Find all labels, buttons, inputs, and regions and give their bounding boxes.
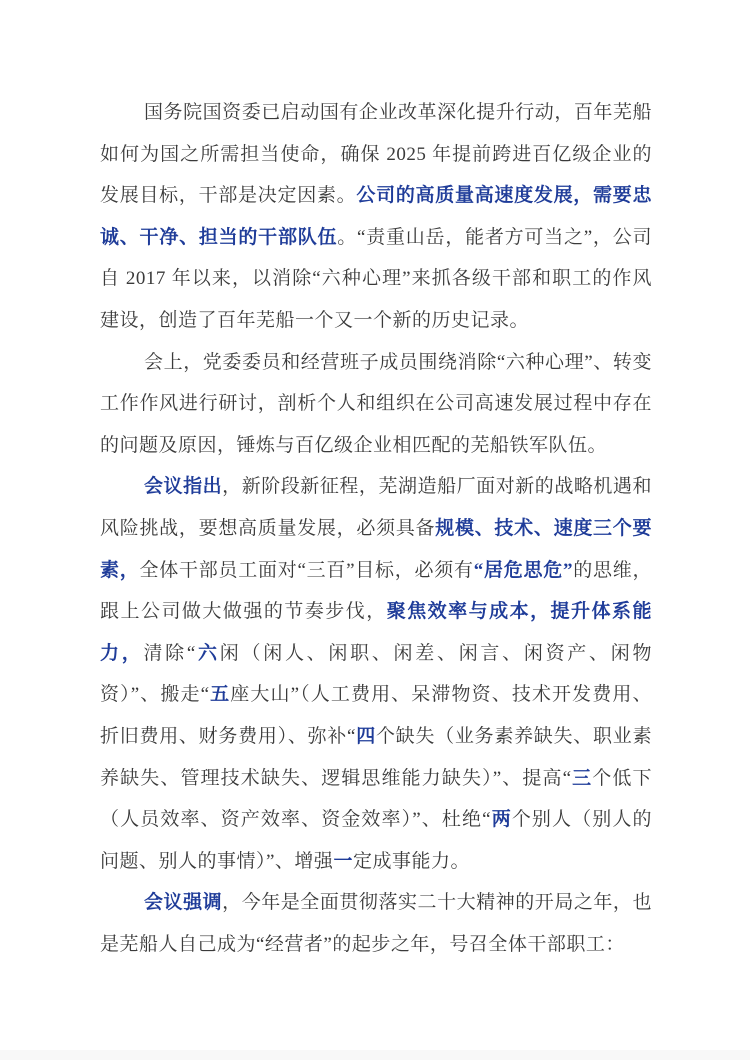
text-run: 个别人（别人的问题、别人的事情）”、增强 [100,809,652,872]
paragraph [100,342,652,467]
emphasis-text-run: 三 [571,767,593,789]
emphasis-text-run: 公司的高质量高速度发展，需要忠诚、干净、担当的干部队伍 [100,185,652,248]
emphasis-text-run: 五 [209,684,231,706]
text-run: 闲（闲人、闲职、闲差、闲言、闲资产、闲物资）”、搬走“ [100,642,652,706]
text-run: 座大山”（人工费用、呆滞物资、技术开发费用、折旧费用、财务费用）、弥补“ [100,684,652,747]
text-run: 全体干部员工面对“三百”目标，必须有 [139,559,474,581]
emphasis-text-run: “居危思危” [473,559,573,581]
emphasis-text-run: 聚焦效率与成本，提升体系能力， [100,601,652,664]
text-run: 会上，党委委员和经营班子成员围绕消除“六种心理”、转变工作作风进行研讨，剖析个人和组织在公司高速发展过程中存在的问题及原因，锤炼与百亿级企业相匹配的芜船铁军队伍。 [100,351,652,456]
emphasis-text-run: 一 [333,850,353,872]
paragraph [100,466,652,882]
text-run: 定成事能力。 [352,850,470,872]
emphasis-text-run: 两 [491,809,512,831]
emphasis-text-run: 规模、技术、速度三个要素， [100,517,652,581]
text-run: ，今年是全面贯彻落实二十大精神的开局之年，也是芜船人自己成为“经营者”的起步之年，号召全体干部职工： [100,892,652,955]
text-run: 。“责重山岳，能者方可当之”，公司自 2017 年以来，以消除“六种心理”来抓各级干部和职工的作风建设，创造了百年芜船一个又一个新的历史记录。 [100,226,652,331]
emphasis-text-run: 会议强调 [144,892,223,914]
document-body [100,92,652,965]
page-bottom-edge [0,1050,750,1060]
paragraph [100,92,652,342]
text-run: 国务院国资委已启动国有企业改革深化提升行动，百年芜船如何为国之所需担当使命，确保 2025 年提前跨进百亿级企业的发展目标，干部是决定因素。 [100,102,652,207]
text-run: ，新阶段新征程，芜湖造船厂面对新的战略机遇和风险挑战，要想高质量发展，必须具备 [100,476,652,539]
text-run: 个缺失（业务素养缺失、职业素养缺失、管理技术缺失、逻辑思维能力缺失）”、提高“ [100,725,652,789]
emphasis-text-run: 四 [355,725,376,747]
paragraph [100,882,652,965]
text-run: 的思维，跟上公司做大做强的节奏步伐， [100,559,652,623]
emphasis-text-run: 六 [195,642,220,664]
text-run: 个低下（人员效率、资产效率、资金效率）”、杜绝“ [100,767,652,831]
emphasis-text-run: 会议指出 [144,476,223,498]
text-run: 清除“ [143,642,196,664]
